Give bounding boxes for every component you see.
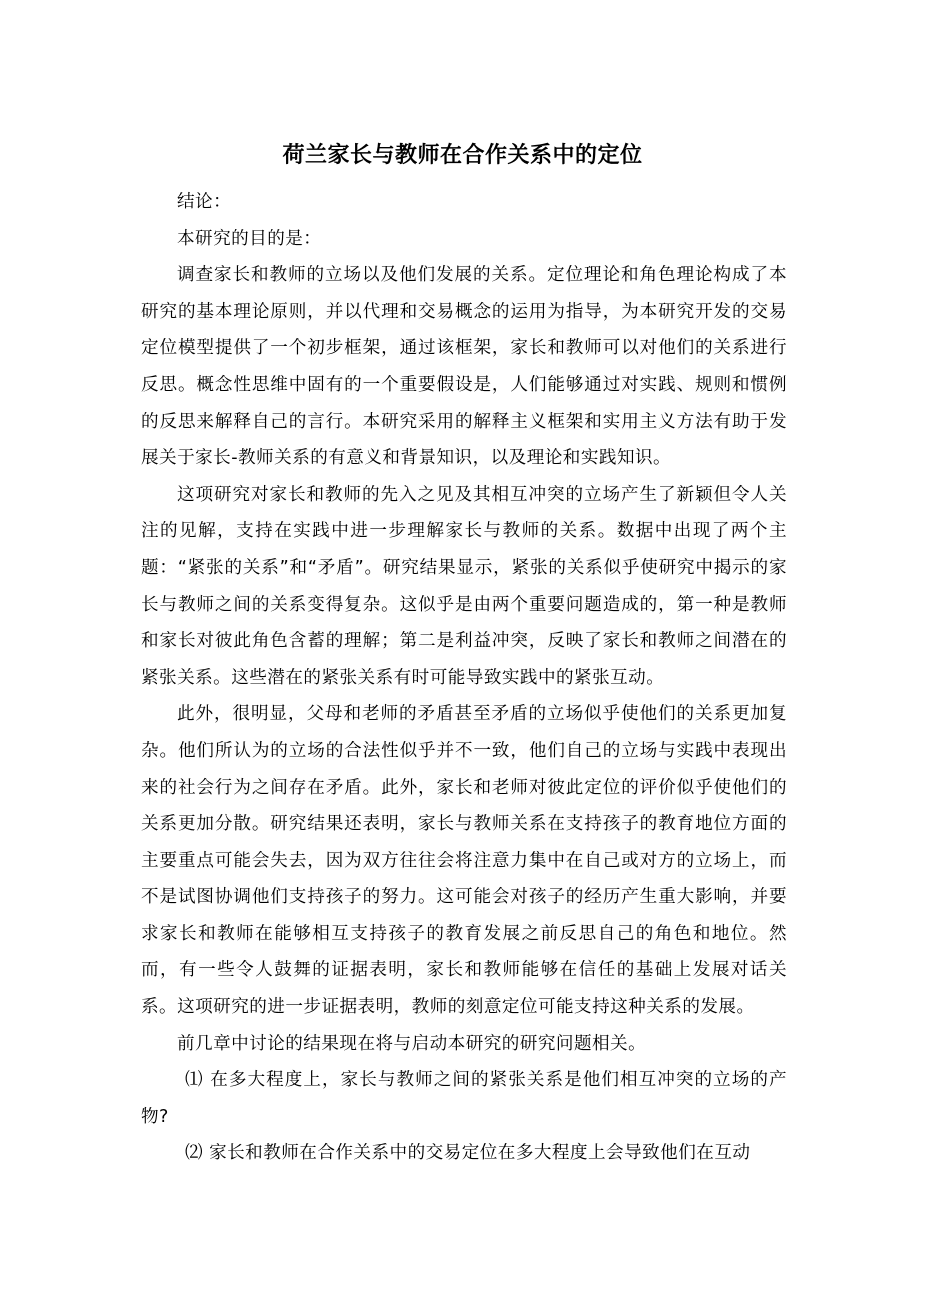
document-body [141,184,787,1172]
purpose-intro: 本研究的目的是： [177,228,322,249]
paragraph: 此外，很明显，父母和老师的矛盾甚至矛盾的立场似乎使他们的关系更加复杂。他们所认为的立场的合法性似乎并不一致，他们自己的立场与实践中表现出来的社会行为之间存在矛盾。此外，家长和老师对彼此定位的评价似乎使他们的关系更加分散。研究结果还表明，家长与教师关系在支持孩子的教育地位方面的主要重点可能会失去，因为双方往往会将注意力集中在自己或对方的立场上，而不是试图协调他们支持孩子的努力。这可能会对孩子的经历产生重大影响，并要求家长和教师在能够相互支持孩子的教育发展之前反思自己的角色和地位。然而，有一些令人鼓舞的证据表明，家长和教师能够在信任的基础上发展对话关系。这项研究的进一步证据表明，教师的刻意定位可能支持这种关系的发展。 [141,704,787,1018]
paragraph: 前几章中讨论的结果现在将与启动本研究的研究问题相关。 [177,1033,647,1054]
section-label-conclusion: 结论： [177,192,232,212]
research-question-1: ⑴ 在多大程度上，家长与教师之间的紧张关系是他们相互冲突的立场的产物? [141,1070,787,1127]
research-question-2: ⑵ 家长和教师在合作关系中的交易定位在多大程度上会导致他们在互动 [185,1143,751,1164]
paragraph: 这项研究对家长和教师的先入之见及其相互冲突的立场产生了新颖但令人关注的见解，支持在实践中进一步理解家长与教师的关系。数据中出现了两个主题：“紧张的关系”和“矛盾”。研究结果显示，紧张的关系似乎使研究中揭示的家长与教师之间的关系变得复杂。这似乎是由两个重要问题造成的，第一种是教师和家长对彼此角色含蓄的理解；第二是利益冲突，反映了家长和教师之间潜在的紧张关系。这些潜在的紧张关系有时可能导致实践中的紧张互动。 [141,484,787,688]
paragraph: 调查家长和教师的立场以及他们发展的关系。定位理论和角色理论构成了本研究的基本理论原则，并以代理和交易概念的运用为指导，为本研究开发的交易定位模型提供了一个初步框架，通过该框架，家长和教师可以对他们的关系进行反思。概念性思维中固有的一个重要假设是，人们能够通过对实践、规则和惯例的反思来解释自己的言行。本研究采用的解释主义框架和实用主义方法有助于发展关于家长-教师关系的有意义和背景知识，以及理论和实践知识。 [141,265,787,469]
document-title: 荷兰家长与教师在合作关系中的定位 [282,143,643,168]
